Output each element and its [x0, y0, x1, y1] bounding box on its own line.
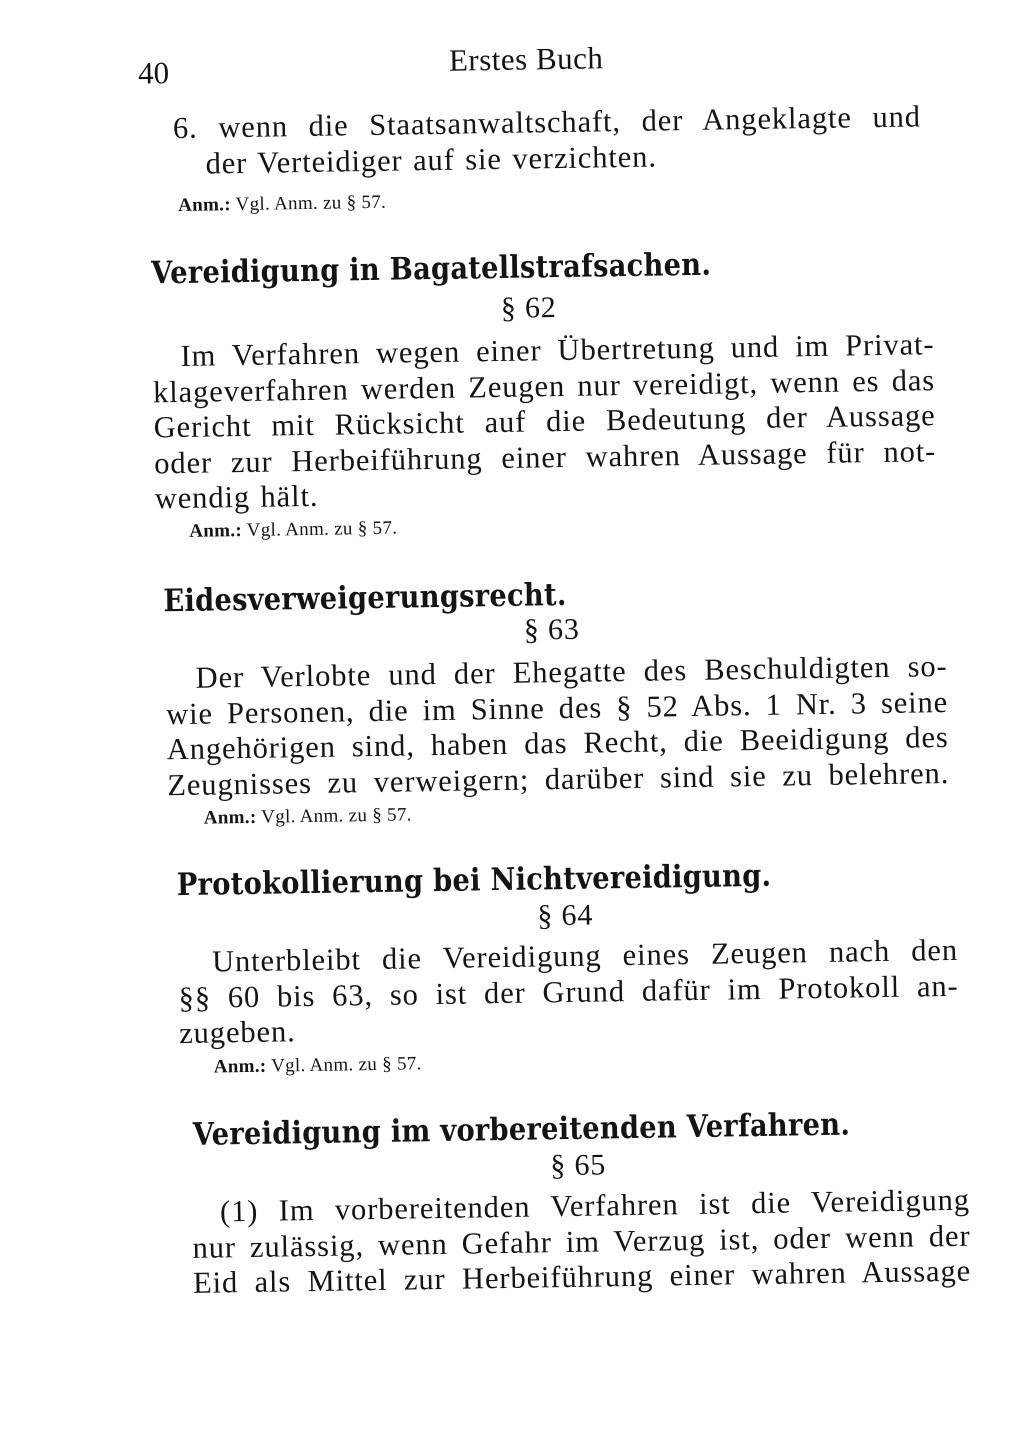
section-heading: Protokollierung bei Nichtvereidigung. — [176, 857, 772, 904]
text-line: der Verteidiger auf sie verzichten. — [205, 138, 658, 181]
page-number: 40 — [137, 55, 170, 91]
running-title: Erstes Buch — [448, 40, 604, 78]
annotation-note — [178, 192, 386, 217]
annotation-label: Anm.: — [178, 194, 232, 216]
annotation-note — [214, 1053, 422, 1078]
text-line: nur zulässig, wenn Gefahr im Verzug ist, oder wenn der — [192, 1218, 971, 1265]
section-63-paragraph — [165, 649, 949, 803]
section-65-paragraph — [192, 1183, 972, 1302]
text-line: §§ 60 bis 63, so ist der Grund dafür im Protokoll an- — [178, 968, 959, 1015]
section-heading: Eidesverweigerungsrecht. — [163, 576, 567, 620]
annotation-label: Anm.: — [213, 1055, 267, 1078]
text-line: Im Verfahren wegen einer Übertretung und im Privat- — [180, 327, 935, 373]
text-line: Unterbleibt die Vereidigung eines Zeugen nach den — [211, 932, 959, 979]
text-line: (1) Im vorbereitenden Verfahren ist die Vereidigung — [219, 1182, 971, 1229]
text-line: wie Personen, die im Sinne des § 52 Abs. 1 Nr. 3 seine — [165, 684, 949, 731]
text-line: Eid als Mittel zur Herbeiführung einer wahren Aussage — [192, 1253, 972, 1300]
annotation-text: Vgl. Anm. zu § 57. — [256, 804, 412, 828]
text-line: oder zur Herbeiführung einer wahren Aussage für not- — [153, 433, 937, 480]
section-number: § 63 — [523, 612, 580, 647]
item-6-paragraph — [173, 99, 922, 182]
text-line: zugeben. — [178, 1014, 296, 1051]
annotation-note — [204, 804, 412, 829]
text-line: Angehörigen sind, haben das Recht, die Beeidigung des — [166, 719, 949, 767]
section-number: § 64 — [537, 898, 594, 933]
text-line: 6. wenn die Staatsanwaltschaft, der Angeklagte und — [172, 99, 922, 146]
annotation-note — [189, 518, 397, 543]
annotation-label: Anm.: — [203, 806, 257, 829]
section-heading: Vereidigung im vorbereitenden Verfahren. — [192, 1106, 851, 1153]
text-line: Gericht mit Rücksicht auf die Bedeutung der Aussage — [153, 398, 936, 445]
annotation-label: Anm.: — [189, 520, 243, 542]
section-64-paragraph — [178, 933, 960, 1052]
annotation-text: Vgl. Anm. zu § 57. — [266, 1053, 422, 1077]
text-line: Der Verlobte und der Ehegatte des Beschuldigten so- — [195, 648, 948, 695]
text-line: klageverfahren werden Zeugen nur vereidigt, wenn es das — [152, 362, 936, 409]
text-line: Zeugnisses zu verweigern; darüber sind sie zu belehren. — [167, 755, 950, 802]
section-heading: Vereidigung in Bagatellstrafsachen. — [150, 246, 712, 292]
text-line: wendig hält. — [154, 478, 319, 516]
section-number: § 65 — [550, 1148, 607, 1183]
section-62-paragraph — [152, 327, 937, 517]
annotation-text: Vgl. Anm. zu § 57. — [241, 517, 398, 542]
annotation-text: Vgl. Anm. zu § 57. — [230, 191, 387, 216]
section-number: § 62 — [500, 291, 557, 325]
